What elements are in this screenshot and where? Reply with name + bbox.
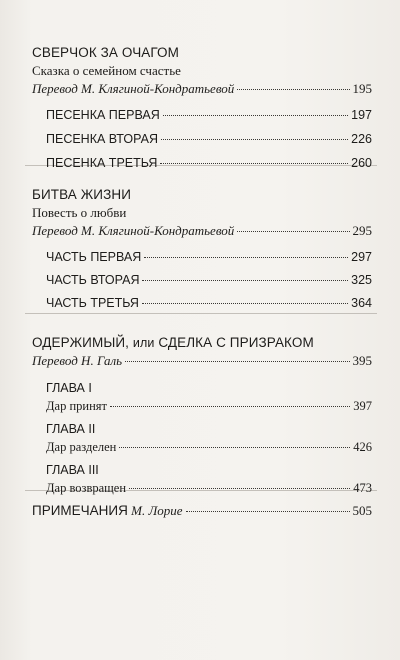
title-main: ОДЕРЖИМЫЙ, xyxy=(32,335,130,350)
page-number: 364 xyxy=(351,296,372,310)
page-number: 426 xyxy=(353,440,372,454)
chapter-title: Дар возвращен xyxy=(46,481,127,495)
part-label: ЧАСТЬ ПЕРВАЯ xyxy=(46,250,142,264)
chapter-block[interactable] xyxy=(32,421,372,456)
chapter-row xyxy=(46,479,372,497)
title-conjunction: или xyxy=(132,336,155,350)
translator-row[interactable] xyxy=(32,222,372,240)
page-number: 197 xyxy=(351,108,372,122)
dot-leader xyxy=(237,89,349,90)
dot-leader xyxy=(237,231,349,232)
part-label: ЧАСТЬ ТРЕТЬЯ xyxy=(46,296,139,310)
toc-section-cricket xyxy=(32,44,372,172)
dot-leader xyxy=(144,257,348,258)
translator-credit: Перевод Н. Галь xyxy=(32,353,123,368)
notes-label xyxy=(32,502,183,520)
section-title: БИТВА ЖИЗНИ xyxy=(32,187,131,202)
chapter-label: ГЛАВА II xyxy=(46,422,96,436)
part-label: ПЕСЕНКА ВТОРАЯ xyxy=(46,132,158,146)
toc-entry[interactable] xyxy=(32,502,372,520)
dot-leader xyxy=(161,139,348,140)
section-divider xyxy=(25,313,377,314)
toc-entry[interactable] xyxy=(32,154,372,172)
dot-leader xyxy=(125,361,349,362)
toc-section-battle xyxy=(32,186,372,312)
dot-leader xyxy=(142,280,348,281)
section-title xyxy=(32,334,372,352)
page-number: 295 xyxy=(352,223,372,238)
toc-section-notes xyxy=(32,502,372,520)
toc-entry[interactable] xyxy=(32,271,372,289)
section-subtitle: Сказка о семейном счастье xyxy=(32,63,181,78)
part-label: ЧАСТЬ ВТОРАЯ xyxy=(46,273,140,287)
translator-credit: Перевод М. Клягиной-Кондратьевой xyxy=(32,81,235,96)
chapter-label: ГЛАВА I xyxy=(46,381,92,395)
dot-leader xyxy=(186,511,350,512)
part-label: ПЕСЕНКА ТРЕТЬЯ xyxy=(46,156,158,170)
dot-leader xyxy=(129,488,350,489)
chapter-title: Дар принят xyxy=(46,399,107,413)
toc-entry[interactable] xyxy=(32,130,372,148)
page-number: 195 xyxy=(352,81,372,96)
toc-entry[interactable] xyxy=(32,294,372,312)
section-title: СВЕРЧОК ЗА ОЧАГОМ xyxy=(32,45,179,60)
dot-leader xyxy=(119,447,350,448)
page-number: 505 xyxy=(352,503,372,518)
page-number: 473 xyxy=(353,481,372,495)
dot-leader xyxy=(142,303,348,304)
translator-row[interactable] xyxy=(32,80,372,98)
title-end: СДЕЛКА С ПРИЗРАКОМ xyxy=(158,335,314,350)
notes-title: ПРИМЕЧАНИЯ xyxy=(32,503,128,518)
section-subtitle: Повесть о любви xyxy=(32,205,127,220)
part-label: ПЕСЕНКА ПЕРВАЯ xyxy=(46,108,160,122)
chapter-label: ГЛАВА III xyxy=(46,463,99,477)
page-number: 226 xyxy=(351,132,372,146)
toc-entry[interactable] xyxy=(32,248,372,266)
chapter-block[interactable] xyxy=(32,462,372,497)
page-number: 260 xyxy=(351,156,372,170)
toc-section-haunted xyxy=(32,334,372,497)
page-number: 297 xyxy=(351,250,372,264)
translator-credit: Перевод М. Клягиной-Кондратьевой xyxy=(32,223,235,238)
chapter-block[interactable] xyxy=(32,380,372,415)
dot-leader xyxy=(163,115,348,116)
dot-leader xyxy=(160,163,348,164)
dot-leader xyxy=(110,406,350,407)
toc-entry[interactable] xyxy=(32,106,372,124)
page-number: 325 xyxy=(351,273,372,287)
chapter-title: Дар разделен xyxy=(46,440,117,454)
notes-author: М. Лорие xyxy=(131,503,183,518)
page-number: 397 xyxy=(353,399,372,413)
chapter-row xyxy=(46,397,372,415)
page-number: 395 xyxy=(352,353,372,368)
chapter-row xyxy=(46,438,372,456)
translator-row[interactable] xyxy=(32,352,372,370)
